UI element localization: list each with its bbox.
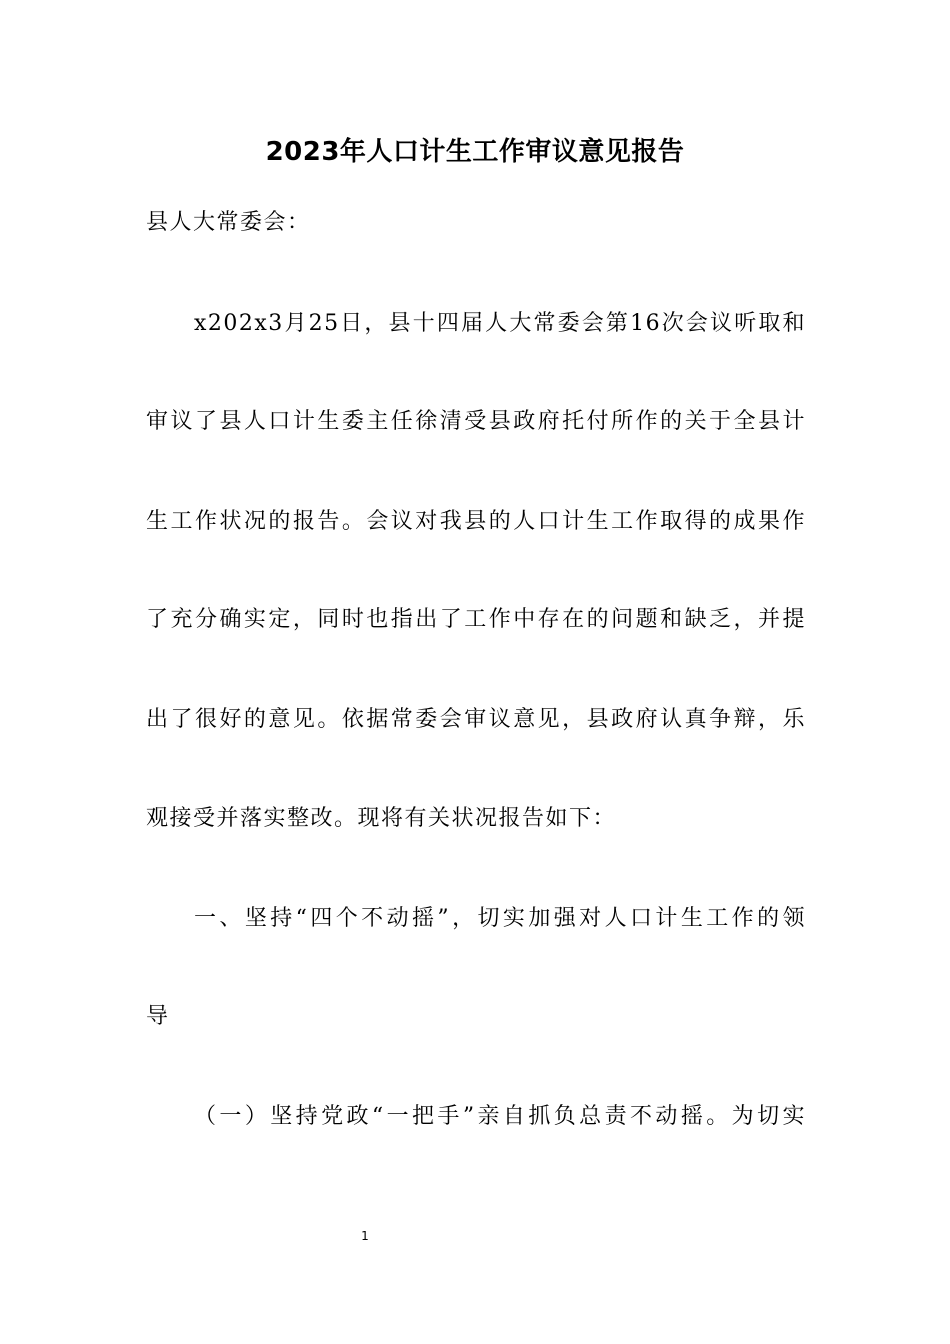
section-heading-line: 导 — [146, 1004, 170, 1029]
paragraph-line: 出了很好的意见。依据常委会审议意见，县政府认真争辩，乐 — [146, 707, 806, 732]
paragraph-line: x202x3月25日，县十四届人大常委会第16次会议听取和 — [194, 311, 806, 336]
subsection-heading-line: （一）坚持党政“一把手”亲自抓负总责不动摇。为切实 — [194, 1104, 806, 1129]
document-title: 2023年人口计生工作审议意见报告 — [265, 137, 685, 167]
page-number: 1 — [361, 1229, 369, 1243]
paragraph-line: 审议了县人口计生委主任徐清受县政府托付所作的关于全县计 — [146, 409, 806, 434]
paragraph-line: 观接受并落实整改。现将有关状况报告如下： — [146, 806, 617, 831]
section-heading-line: 一、坚持“四个不动摇”，切实加强对人口计生工作的领 — [194, 906, 806, 931]
paragraph-line: 了充分确实定，同时也指出了工作中存在的问题和缺乏，并提 — [146, 607, 806, 632]
paragraph-line: 生工作状况的报告。会议对我县的人口计生工作取得的成果作 — [146, 509, 806, 534]
salutation: 县人大常委会： — [146, 210, 311, 235]
